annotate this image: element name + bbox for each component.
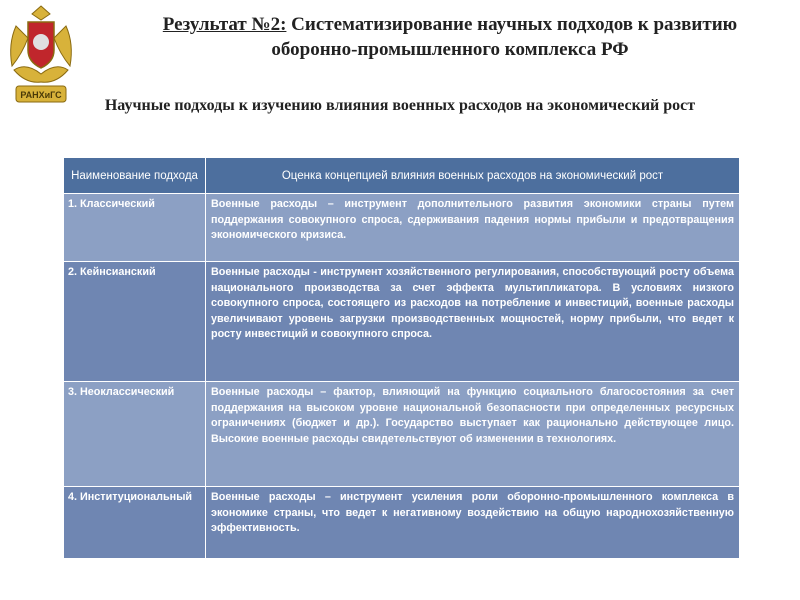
table-header-row	[64, 158, 740, 194]
approach-description: Военные расходы – инструмент дополнительного развития экономики страны путем поддержания совокупного спроса, сдерживания падения нормы прибыли и предотвращения экономического кризиса.	[206, 194, 740, 262]
col-header-assessment: Оценка концепцией влияния военных расходов на экономический рост	[206, 158, 740, 194]
approach-description: Военные расходы – инструмент усиления роли оборонно-промышленного комплекса в экономике страны, что ведет к негативному воздействию на общую народнохозяйственную эффективность.	[206, 487, 740, 559]
table-row	[64, 487, 740, 559]
approach-name: 4. Институциональный	[64, 487, 206, 559]
table-row	[64, 194, 740, 262]
approach-name: 1. Классический	[64, 194, 206, 262]
svg-text:РАНХиГС: РАНХиГС	[20, 90, 62, 100]
approaches-table	[63, 157, 740, 559]
table-row	[64, 382, 740, 487]
approach-description: Военные расходы - инструмент хозяйственного регулирования, способствующий росту объема национального производства за счет эффекта мультипликатора. В условиях низкого совокупного спроса, состоящего из расходов на потребление и инвестиций, военные расходы увеличивают уровень загрузки производственных мощностей, норму прибыли, что ведет к росту инвестиций и совокупного спроса.	[206, 262, 740, 382]
approach-name: 2. Кейнсианский	[64, 262, 206, 382]
approach-name: 3. Неоклассический	[64, 382, 206, 487]
approach-description: Военные расходы – фактор, влияющий на функцию социального благосостояния за счет поддержания на высоком уровне национальной безопасности при определенных ресурсных ограничениях (бюджет и др.). Государство выступает как рационально действующее лицо. Высокие военные расходы свидетельствуют об изменении в технологиях.	[206, 382, 740, 487]
title-prefix: Результат №2:	[162, 14, 287, 35]
table-row	[64, 262, 740, 382]
table-caption: Научные подходы к изучению влияния военных расходов на экономический рост	[104, 97, 696, 114]
page-title	[130, 12, 770, 62]
col-header-approach: Наименование подхода	[64, 158, 206, 194]
ranepa-logo	[6, 4, 76, 106]
title-rest: Систематизирование научных подходов к развитию оборонно-промышленного комплекса РФ	[271, 14, 738, 60]
